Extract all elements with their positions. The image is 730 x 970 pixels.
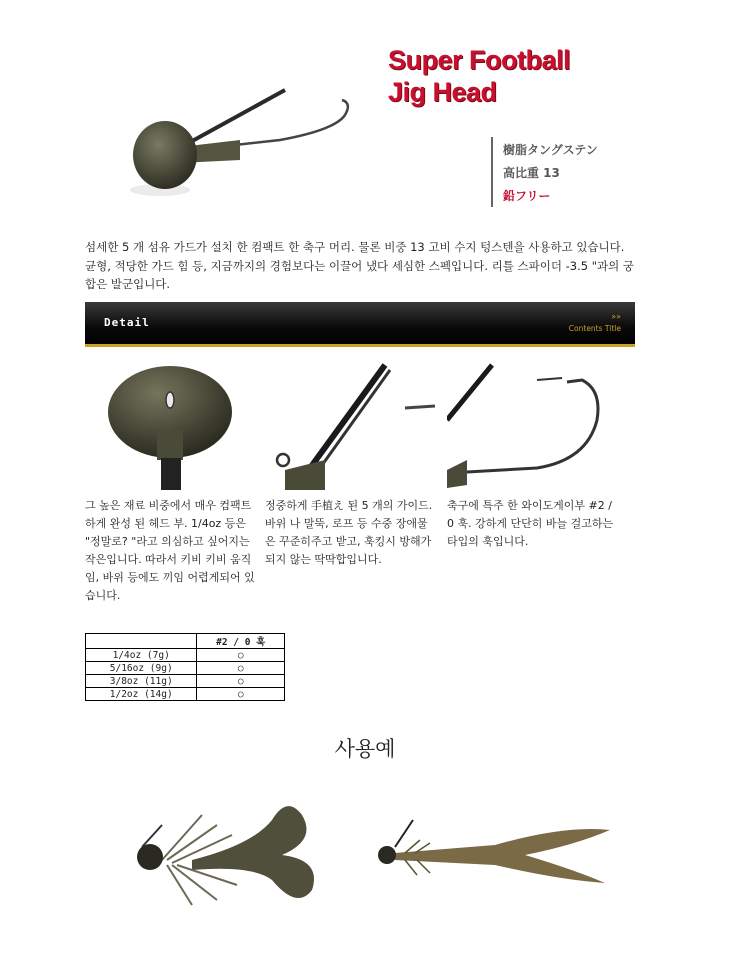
intro-paragraph: 섬세한 5 개 섬유 가드가 설치 한 컴팩트 한 축구 머리. 물론 비중 13 고비 수지 텅스텐을 사용하고 있습니다. 균형, 적당한 가드 힘 등, 지금까지의 경험보다는 이끌어 냈다 세심한 스펙입니다. 리틀 스파이더 -3.5 "과의 궁합은 발군입니다. (85, 240, 634, 291)
detail-text-head: 그 높은 재료 비중에서 매우 컴팩트하게 완성 된 헤드 부. 1/4oz 등은 "정말로? "라고 의심하고 싶어지는 작은입니다. 따라서 키비 키비 움직임, 바위 등에도 끼임 어렵게되어 있습니다. (85, 499, 255, 602)
spec-table-corner (86, 634, 197, 649)
spec-material: 樹脂タングステン (503, 143, 598, 157)
spec-table (85, 633, 285, 701)
product-title (388, 44, 570, 108)
availability-cell: ○ (197, 649, 285, 662)
weight-cell: 5/16oz (9g) (86, 662, 197, 675)
table-row (86, 662, 285, 675)
usage-photo-creature (375, 815, 615, 895)
product-image-jig-head (130, 85, 360, 215)
weight-cell: 3/8oz (11g) (86, 675, 197, 688)
spec-table-hook-header: #2 / 0 훅 (197, 634, 285, 649)
table-row (86, 649, 285, 662)
spec-table-header-row (86, 634, 285, 649)
availability-cell: ○ (197, 662, 285, 675)
detail-text-guard: 정중하게 手植え 된 5 개의 가이드. 바위 나 말뚝, 로프 등 수중 장애물은 꾸준히주고 받고, 훅킹시 방해가되지 않는 딱딱합입니다. (265, 499, 433, 566)
availability-cell: ○ (197, 675, 285, 688)
contents-title-label: Contents Title (568, 324, 621, 333)
detail-text-hook: 축구에 특주 한 와이도게이부 #2 / 0 훅. 강하게 단단히 바늘 걸고하는 타입의 훅입니다. (447, 499, 614, 548)
availability-cell: ○ (197, 688, 285, 701)
spec-box (491, 137, 643, 207)
detail-label: Detail (104, 316, 150, 329)
detail-bar (85, 302, 635, 347)
double-chevron-icon: »» (611, 312, 621, 321)
spec-gravity: 高比重 13 (503, 166, 560, 180)
title-line-2: Jig Head (388, 77, 497, 107)
title-line-1: Super Football (388, 45, 570, 75)
detail-photo-hook (447, 360, 617, 490)
detail-photo-head (85, 360, 255, 490)
table-row (86, 688, 285, 701)
usage-photo-curly-tail (122, 775, 332, 925)
weight-cell: 1/2oz (14g) (86, 688, 197, 701)
table-row (86, 675, 285, 688)
weight-cell: 1/4oz (7g) (86, 649, 197, 662)
detail-photo-guard (265, 360, 435, 490)
spec-lead-free: 鉛フリー (503, 189, 551, 203)
usage-example-title: 사용예 (334, 737, 396, 761)
